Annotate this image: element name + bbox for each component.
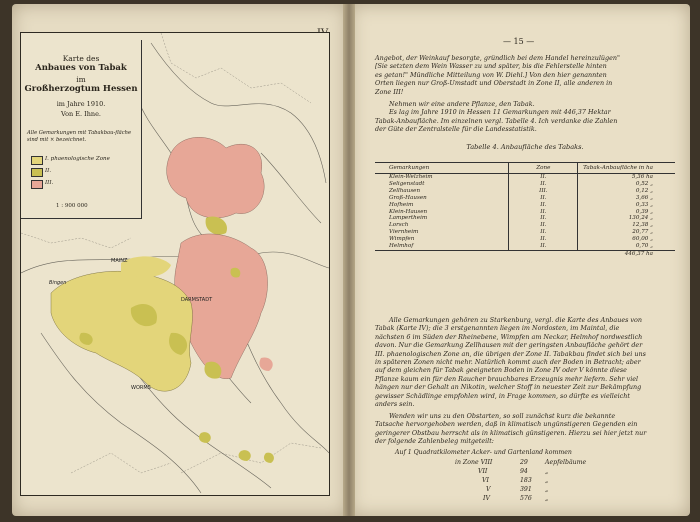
map-legend: [21, 40, 142, 219]
map-place-label: Bingen: [49, 280, 67, 286]
obst-zone: in Zone VIII: [455, 459, 493, 466]
legend-label-zone-1: I. phaenologische Zone: [45, 156, 110, 162]
obst-value: 183: [520, 477, 532, 484]
right-page-number: — 15 —: [503, 37, 535, 46]
table-cell-gemarkung: Wimpfen: [389, 236, 415, 243]
obst-unit: Aepfelbäume: [545, 459, 587, 466]
paragraph-3: [375, 316, 667, 408]
text-line: es getan!" Mündliche Mitteilung von W. Diehl.] Von den hier genannten: [375, 70, 607, 79]
table-cell-zone: II.: [509, 195, 578, 202]
obst-unit: „: [545, 495, 549, 502]
text-line: der folgende Zahlenbeleg mitgeteilt:: [375, 437, 494, 446]
table-cell-gemarkung: Klein-Hausen: [389, 208, 428, 215]
table-row: [375, 236, 675, 243]
table-row: [375, 195, 675, 202]
table-row: [375, 188, 675, 195]
book-spine: [343, 4, 355, 516]
text-line: Es lag im Jahre 1910 in Hessen 11 Gemarkungen mit 446,37 Hektar: [389, 108, 611, 117]
paragraph-4: [375, 412, 667, 446]
table-cell-area: 0,70 „: [578, 243, 675, 250]
table-cell-gemarkung: Helmhof: [389, 243, 414, 250]
legend-note: Alle Gemarkungen mit Tabakbau-fläche sind mit × bezeichnet.: [27, 130, 132, 143]
tobacco-table: [375, 162, 675, 258]
obst-zone: VI: [482, 477, 489, 484]
text-line: Nehmen wir eine andere Pflanze, den Tabak.: [389, 100, 535, 108]
table-header: Zone: [509, 163, 578, 174]
table-row: [375, 181, 675, 188]
table-total: 446,37 ha: [578, 250, 675, 257]
table-row: [375, 202, 675, 209]
legend-label-zone-2: II.: [45, 168, 52, 174]
table-cell-zone: II.: [509, 236, 578, 243]
table-total-row: [375, 250, 675, 257]
obst-value: 29: [520, 459, 528, 466]
text-line: hängen nur der Gehalt an Nikotin, welcher Stoff in neuester Zeit zur Bekämpfung: [375, 383, 642, 392]
table-cell-gemarkung: Groß-Hausen: [389, 194, 427, 201]
map-title-line: im Jahre 1910.: [56, 100, 106, 108]
table-header-row: [375, 163, 675, 174]
text-line: geringerer Obstbau herrscht als in klimatisch günstigeren. Hierzu sei hier jetzt nur: [375, 428, 647, 437]
text-line: Wenden wir uns zu den Obstarten, so soll zunächst kurz die bekannte: [389, 412, 616, 420]
obst-zone: VII: [478, 468, 488, 475]
text-line: [Sie setzten dem Wein Wasser zu und später, bis die Fehlerstelle hinten: [375, 62, 607, 71]
table-cell-gemarkung: Lampertheim: [389, 215, 428, 222]
text-line: anders sein.: [375, 400, 415, 409]
table-caption: Tabelle 4. Anbaufläche des Tabaks.: [466, 143, 584, 151]
table-cell-area: 0,39 „: [578, 209, 675, 216]
paragraph-1: [375, 54, 667, 96]
obst-value: 94: [520, 468, 528, 475]
table-cell-gemarkung: Seligenstadt: [389, 180, 425, 187]
text-line: Angebot, der Weinkauf besorgte, gründlich bei dem Handel hereinzulügen": [375, 54, 620, 62]
text-line: auf dem gleichen für Tabak geeigneten Boden in Zone IV oder V könnte diese: [375, 366, 627, 375]
map-title-line: Karte des: [62, 54, 100, 63]
table-cell-zone: II.: [509, 243, 578, 250]
obst-zone: IV: [483, 495, 490, 502]
table-cell-gemarkung: Hofheim: [389, 201, 414, 208]
text-line: gewisser Schädlinge empfohlen wird, in Frage kommen, so dürfte es vielleicht: [375, 391, 630, 400]
table-cell-area: 60,00 „: [578, 236, 675, 243]
text-line: der Güte der Zentralstelle für die Landesstatistik.: [375, 125, 537, 134]
table-header: Tabak-Anbaufläche in ha: [578, 163, 675, 174]
table-cell-gemarkung: Viernheim: [389, 229, 419, 236]
text-line: in späteren Zonen nicht mehr. Natürlich kommt auch der Boden in Betracht; aber: [375, 358, 641, 367]
table-cell-zone: II.: [509, 181, 578, 188]
table-row: [375, 229, 675, 236]
table-row: [375, 209, 675, 216]
table-row: [375, 222, 675, 229]
map-title-line: Großherzogtum Hessen: [24, 84, 138, 94]
table-cell-zone: II.: [509, 174, 578, 181]
text-line: Pflanze kaum ein für den Raucher brauchbares Erzeugnis mehr liefern. Sehr viel: [375, 374, 639, 383]
legend-swatch-zone-2: [31, 168, 43, 177]
map-title-line: im: [76, 75, 86, 84]
map-title-line: Von E. Ihne.: [61, 110, 101, 118]
text-line: Tabak-Anbaufläche. Im einzelnen vergl. Tabelle 4. Ich verdanke die Zahlen: [375, 116, 618, 125]
obst-heading: Auf 1 Quadratkilometer Acker- und Gartenland kommen: [395, 449, 572, 456]
table-header: Gemarkungen: [375, 163, 509, 174]
map-place-label: WORMS: [131, 385, 151, 391]
table-cell-zone: II.: [509, 215, 578, 222]
text-line: Alle Gemarkungen gehören zu Starkenburg, vergl. die Karte des Anbaues von: [389, 316, 642, 324]
obst-value: 576: [520, 495, 532, 502]
text-line: Orten liegen nur Groß-Umstadt und Oberstadt in Zone II, alle anderen in: [375, 79, 613, 88]
map-place-label: MAINZ: [111, 258, 128, 264]
obst-unit: „: [545, 468, 549, 475]
paragraph-2: [375, 100, 667, 134]
legend-swatch-zone-3: [31, 180, 43, 189]
text-line: III. phaenologischen Zone an, die übrigen der Zone II. Tabakbau findet sich bei uns: [375, 349, 646, 358]
legend-label-zone-3: III.: [45, 180, 54, 186]
obst-value: 391: [520, 486, 532, 493]
text-line: Tatsache hervorgehoben werden, daß in klimatisch ungünstigeren Gegenden ein: [375, 420, 638, 429]
obst-unit: „: [545, 477, 549, 484]
text-line: Tabak (Karte IV); die 3 erstgenannten liegen im Nordosten, im Maintal, die: [375, 324, 620, 333]
obst-zone: V: [486, 486, 491, 493]
table-cell-area: 130,24 „: [578, 215, 675, 222]
table-cell-zone: II.: [509, 202, 578, 209]
text-line: Zone III!: [375, 87, 404, 96]
table-cell-area: 0,33 „: [578, 202, 675, 209]
table-cell-area: 0,12 „: [578, 188, 675, 195]
text-line: nächsten 6 im Süden der Rheinebene, Wimpfen am Neckar, Helmhof nordwestlich: [375, 332, 643, 341]
table-row: [375, 243, 675, 250]
table-row: [375, 174, 675, 181]
map-title-line: Anbaues von Tabak: [35, 63, 127, 73]
table-row: [375, 215, 675, 222]
table-cell-gemarkung: Klein-Welzheim: [389, 174, 433, 180]
table-cell-zone: II.: [509, 209, 578, 216]
table-cell-area: 5,36 ha: [578, 174, 675, 181]
map-place-label: DARMSTADT: [181, 297, 213, 303]
obst-unit: „: [545, 486, 549, 493]
table-cell-area: 12,38 „: [578, 222, 675, 229]
table-cell-area: 0,52 „: [578, 181, 675, 188]
table-cell-zone: III.: [509, 188, 578, 195]
legend-swatch-zone-1: [31, 156, 43, 165]
map-scale: 1 : 900 000: [56, 203, 88, 209]
table-cell-gemarkung: Zellhausen: [389, 187, 421, 194]
table-cell-area: 20,77 „: [578, 229, 675, 236]
table-cell-zone: II.: [509, 222, 578, 229]
table-cell-zone: II.: [509, 229, 578, 236]
text-line: davon. Nur die Gemarkung Zellhausen mit der geringsten Anbaufläche gehört der: [375, 341, 643, 350]
table-cell-area: 3,66 „: [578, 195, 675, 202]
table-cell-gemarkung: Lorsch: [389, 222, 409, 229]
